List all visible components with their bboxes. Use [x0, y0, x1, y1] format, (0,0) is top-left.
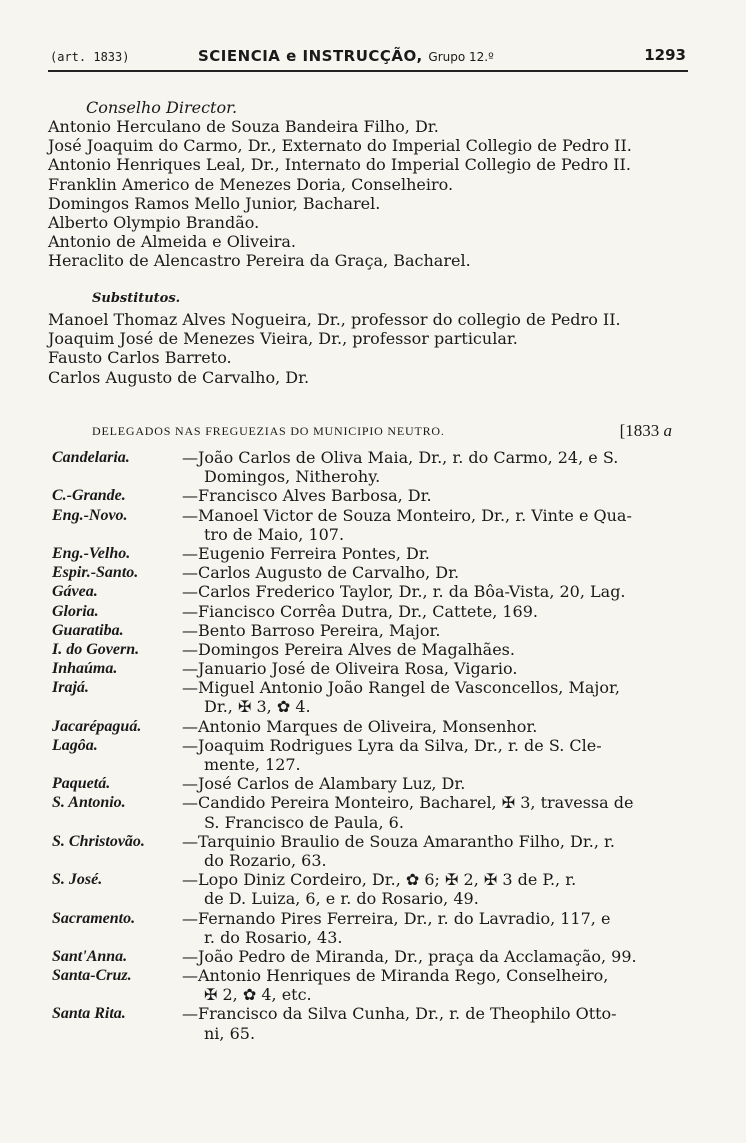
delegate-entry — [52, 582, 692, 601]
article-ref: (art. 1833) — [50, 50, 130, 64]
list-item: Antonio Henriques Leal, Dr., Internato do Imperial Collegio de Pedro II. — [48, 155, 631, 175]
delegate-text — [182, 717, 692, 736]
delegate-line: do Rozario, 63. — [204, 850, 327, 870]
running-title — [198, 47, 494, 65]
parish-name: Paquetá. — [52, 775, 111, 793]
delegate-text — [182, 793, 692, 831]
delegate-line: tro de Maio, 107. — [204, 524, 345, 544]
delegate-entry — [52, 1004, 692, 1042]
list-item: Fausto Carlos Barreto. — [48, 348, 232, 368]
delegate-line: Dr., ✠ 3, ✿ 4. — [204, 697, 311, 717]
delegate-line: —Carlos Frederico Taylor, Dr., r. da Bôa-Vista, 20, Lag. — [182, 582, 626, 602]
section-title: SCIENCIA e INSTRUCÇÃO, — [198, 47, 423, 65]
delegate-line: —Antonio Henriques de Miranda Rego, Conselheiro, — [182, 966, 609, 986]
delegate-text — [182, 966, 692, 1004]
delegate-entry — [52, 947, 692, 966]
delegate-text — [182, 563, 692, 582]
delegate-line: —Bento Barroso Pereira, Major. — [182, 620, 441, 640]
parish-name: S. Antonio. — [52, 794, 126, 812]
parish-name: Eng.-Velho. — [52, 544, 131, 562]
parish-name: I. do Govern. — [52, 640, 140, 658]
delegate-text — [182, 774, 692, 793]
group-label: Grupo 12.º — [428, 50, 494, 64]
delegate-line: —Fernando Pires Ferreira, Dr., r. do Lavradio, 117, e — [182, 908, 611, 928]
delegate-text — [182, 506, 692, 544]
page-header — [48, 46, 688, 72]
delegados-title: DELEGADOS NAS FREGUEZIAS DO MUNICIPIO NEUTRO. — [92, 424, 445, 438]
delegate-entry — [52, 659, 692, 678]
parish-name: Jacarépaguá. — [52, 717, 142, 735]
delegate-line: S. Francisco de Paula, 6. — [204, 812, 404, 832]
delegate-entry — [52, 544, 692, 563]
delegate-text — [182, 448, 692, 486]
list-item: José Joaquim do Carmo, Dr., Externato do Imperial Collegio de Pedro II. — [48, 136, 632, 156]
parish-name: Sant'Anna. — [52, 947, 128, 965]
list-item: Joaquim José de Menezes Vieira, Dr., professor particular. — [48, 329, 518, 349]
delegate-text — [182, 659, 692, 678]
parish-name: C.-Grande. — [52, 487, 126, 505]
delegados-list — [52, 448, 692, 1043]
delegate-text — [182, 870, 692, 908]
list-item: Domingos Ramos Mello Junior, Bacharel. — [48, 193, 381, 213]
list-item: Antonio de Almeida e Oliveira. — [48, 232, 296, 252]
parish-name: Gávea. — [52, 583, 98, 601]
delegate-line: ni, 65. — [204, 1023, 256, 1043]
delegate-entry — [52, 717, 692, 736]
delegate-text — [182, 582, 692, 601]
delegate-text — [182, 602, 692, 621]
delegate-line: ✠ 2, ✿ 4, etc. — [204, 985, 312, 1005]
delegate-text — [182, 486, 692, 505]
conselho-list — [48, 117, 632, 271]
parish-name: Santa Rita. — [52, 1005, 126, 1023]
delegate-entry — [52, 832, 692, 870]
delegate-line: r. do Rosario, 43. — [204, 927, 343, 947]
delegate-line: —José Carlos de Alambary Luz, Dr. — [182, 774, 466, 794]
delegate-line: —Eugenio Ferreira Pontes, Dr. — [182, 543, 430, 563]
delegate-entry — [52, 736, 692, 774]
parish-name: S. Christovão. — [52, 832, 145, 850]
page-number: 1293 — [644, 46, 686, 64]
delegate-line: —Tarquinio Braulio de Souza Amarantho Filho, Dr., r. — [182, 831, 615, 851]
parish-name: Espir.-Santo. — [52, 564, 139, 582]
parish-name: Guaratiba. — [52, 621, 124, 639]
delegate-line: —Antonio Marques de Oliveira, Monsenhor. — [182, 716, 538, 736]
delegate-line: —Carlos Augusto de Carvalho, Dr. — [182, 563, 460, 583]
delegate-entry — [52, 966, 692, 1004]
list-item: Heraclito de Alencastro Pereira da Graça, Bacharel. — [48, 251, 471, 271]
delegate-text — [182, 947, 692, 966]
delegate-line: —João Carlos de Oliva Maia, Dr., r. do Carmo, 24, e S. — [182, 448, 619, 467]
parish-name: Candelaria. — [52, 449, 130, 466]
parish-name: Santa-Cruz. — [52, 967, 132, 985]
delegate-line: de D. Luiza, 6, e r. do Rosario, 49. — [204, 889, 479, 909]
delegate-line: —Fiancisco Corrêa Dutra, Dr., Cattete, 169. — [182, 601, 538, 621]
delegate-text — [182, 621, 692, 640]
parish-name: Gloria. — [52, 602, 99, 620]
delegate-line: —Januario José de Oliveira Rosa, Vigario. — [182, 659, 518, 679]
delegate-line: —Joaquim Rodrigues Lyra da Silva, Dr., r. de S. Cle- — [182, 735, 602, 755]
delegate-line: —Domingos Pereira Alves de Magalhães. — [182, 639, 515, 659]
delegate-line: —Miguel Antonio João Rangel de Vasconcellos, Major, — [182, 678, 620, 698]
parish-name: Inhaúma. — [52, 660, 118, 678]
year-value: [1833 — [619, 421, 660, 440]
delegate-line: —Francisco Alves Barbosa, Dr. — [182, 486, 432, 506]
delegate-line: —Manoel Victor de Souza Monteiro, Dr., r. Vinte e Qua- — [182, 505, 632, 525]
year-marker — [620, 421, 672, 441]
parish-name: Sacramento. — [52, 909, 136, 927]
delegate-entry — [52, 563, 692, 582]
delegate-line: —Lopo Diniz Cordeiro, Dr., ✿ 6; ✠ 2, ✠ 3 de P., r. — [182, 870, 577, 890]
list-item: Carlos Augusto de Carvalho, Dr. — [48, 367, 310, 387]
delegate-text — [182, 1004, 692, 1042]
delegate-text — [182, 640, 692, 659]
delegate-entry — [52, 640, 692, 659]
delegate-line: mente, 127. — [204, 755, 301, 774]
parish-name: Lagôa. — [52, 736, 98, 754]
delegate-line: —Candido Pereira Monteiro, Bacharel, ✠ 3, travessa de — [182, 793, 634, 813]
parish-name: Eng.-Novo. — [52, 506, 128, 524]
list-item: Franklin Americo de Menezes Doria, Conselheiro. — [48, 174, 454, 194]
delegate-entry — [52, 870, 692, 908]
delegate-text — [182, 832, 692, 870]
list-item: Antonio Herculano de Souza Bandeira Filho, Dr. — [48, 117, 439, 136]
delegate-line: Domingos, Nitherohy. — [204, 467, 381, 487]
parish-name: S. José. — [52, 871, 103, 889]
delegados-heading — [92, 421, 682, 446]
parish-name: Irajá. — [52, 679, 89, 697]
delegate-text — [182, 544, 692, 563]
list-item: Alberto Olympio Brandão. — [48, 212, 260, 232]
delegate-entry — [52, 621, 692, 640]
delegate-entry — [52, 909, 692, 947]
substitutos-title: Substitutos. — [92, 291, 181, 306]
delegate-entry — [52, 602, 692, 621]
delegate-entry — [52, 486, 692, 505]
delegate-line: —Francisco da Silva Cunha, Dr., r. de Theophilo Otto- — [182, 1004, 617, 1024]
year-suffix: a — [663, 421, 672, 440]
delegate-line: —João Pedro de Miranda, Dr., praça da Acclamação, 99. — [182, 946, 637, 966]
delegate-text — [182, 678, 692, 716]
delegate-text — [182, 736, 692, 774]
conselho-title: Conselho Director. — [86, 98, 238, 117]
delegate-entry — [52, 678, 692, 716]
delegate-entry — [52, 448, 692, 486]
delegate-entry — [52, 774, 692, 793]
delegate-entry — [52, 793, 692, 831]
delegate-text — [182, 909, 692, 947]
list-item: Manoel Thomaz Alves Nogueira, Dr., professor do collegio de Pedro II. — [48, 310, 621, 329]
delegate-entry — [52, 506, 692, 544]
substitutos-list — [48, 310, 621, 387]
